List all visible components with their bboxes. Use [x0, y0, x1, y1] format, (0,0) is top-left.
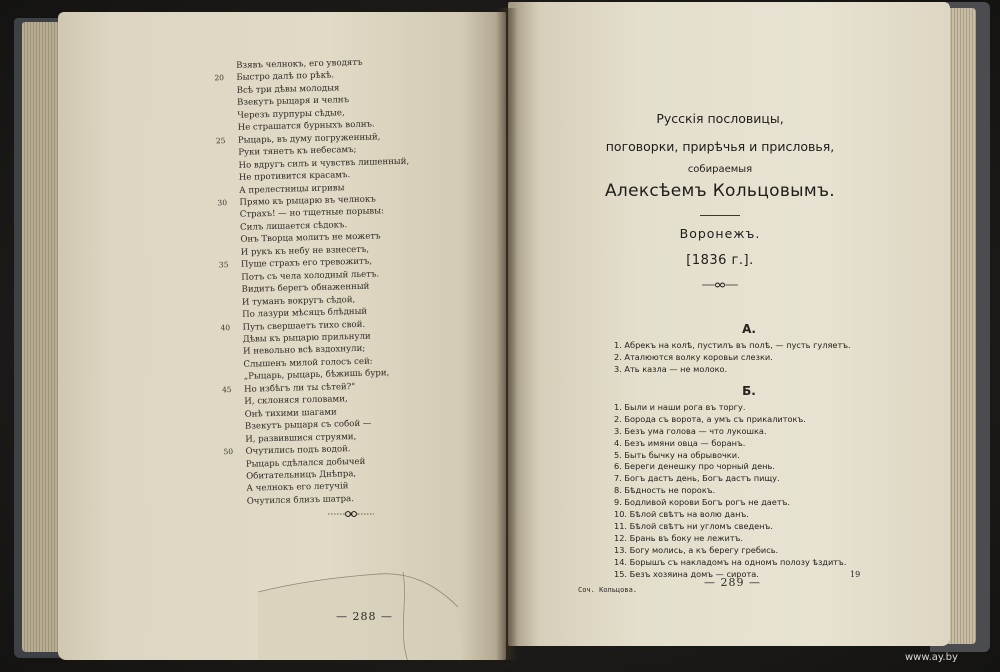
proverb-list: [614, 340, 914, 376]
line-number: 45: [221, 384, 232, 395]
proverb-item: 13. Богу молись, а къ берегу гребись.: [614, 544, 779, 555]
title-line-1: Русскія пословицы,: [656, 111, 784, 126]
line-number: [215, 85, 237, 98]
line-number: 50: [223, 447, 234, 457]
page-number-right: — 289 —: [704, 576, 761, 589]
proverb-item: 10. Бѣлой свѣтъ на волю данъ.: [614, 509, 749, 520]
line-number: [223, 433, 245, 446]
line-number: [224, 471, 246, 484]
proverb-item: 3. Безъ ума голова — что лукошка.: [614, 425, 767, 436]
proverb-item: 1. Были и наши рога въ торгу.: [614, 401, 746, 412]
line-number: [214, 60, 236, 73]
proverb-item: 1. Абрекъ на колѣ, пустилъ въ полѣ, — пусть гуляетъ.: [614, 339, 851, 350]
poem-line-text: Но вдругъ силъ и чувствъ лишенный,: [238, 156, 410, 171]
line-number: [222, 396, 244, 409]
ornament-icon: [326, 507, 376, 521]
poem-line-text: Рыцарь сдѣлался добычей: [245, 456, 366, 470]
line-number: [224, 458, 246, 471]
line-number: [216, 159, 238, 172]
poem-line-text: Путь свершаетъ тихо свой.: [242, 319, 366, 333]
line-number: [218, 234, 240, 247]
section-heading: А.: [742, 322, 756, 336]
poem-line-text: Руки тянетъ къ небесамъ;: [238, 145, 357, 158]
poem-line-text: А челнокъ его летучій: [246, 481, 349, 495]
line-number: 40: [220, 322, 231, 332]
poem-line-text: Не противится красамъ.: [238, 170, 351, 183]
poem-line-text: Слышенъ милой голосъ сей:: [243, 356, 373, 370]
proverb-item: 6. Береги денешку про чорный день.: [614, 461, 775, 472]
line-number: [221, 346, 243, 359]
poem-text: [214, 54, 501, 509]
line-number: [219, 271, 241, 284]
poem-line-text: И, развившися струями,: [245, 431, 357, 445]
line-number: [220, 309, 242, 322]
poem-line-text: Пуще страхъ его тревожитъ,: [240, 256, 373, 271]
poem-line-text: Видитъ берегъ обнаженный: [241, 281, 370, 295]
line-number: [220, 296, 242, 309]
poem-line-text: А прелестницы игривы: [239, 182, 345, 196]
ornament-icon: [700, 280, 740, 290]
proverb-item: 15. Безъ хозяина домъ — сирота.: [614, 568, 759, 579]
line-number: [216, 147, 238, 160]
line-number: [216, 122, 238, 135]
watermark: www.ay.by: [905, 652, 958, 663]
left-page: [58, 12, 506, 660]
poem-line-text: „Рыцарь, рыцарь, бѣжишь бури,: [243, 368, 390, 383]
line-number: [215, 110, 237, 123]
line-number: 35: [218, 260, 229, 270]
poem-line-text: Страхъ! — но тщетные порывы:: [239, 206, 385, 221]
poem-line-text: Всѣ три дѣвы молодыя: [236, 83, 340, 96]
line-number: [217, 184, 239, 197]
proverb-item: 3. Ать казла — не молоко.: [614, 363, 728, 374]
proverb-item: 5. Быть бычку на обрывочки.: [614, 449, 740, 460]
section-a: [614, 324, 914, 376]
line-number: 25: [215, 135, 226, 146]
poem-line-text: И рукъ къ небу не взнесетъ,: [240, 244, 370, 258]
poem-line-text: Не страшатся бурныхъ волнъ.: [237, 119, 375, 134]
proverb-item: 8. Бѣдность не порокъ.: [614, 485, 716, 496]
right-page: [508, 2, 950, 646]
title-rule: [700, 215, 740, 216]
title-line-3: собираемыя: [687, 164, 753, 175]
line-number: [223, 408, 245, 421]
page-number-left: — 288 —: [336, 610, 393, 623]
poem-line-text: Взекутъ рыцаря и челнъ: [236, 95, 350, 109]
poem-line-text: Дѣвы къ рыцарю прильнули: [242, 331, 371, 345]
proverb-item: 4. Безъ имяни овца — боранъ.: [614, 437, 746, 448]
section-b: [614, 386, 914, 581]
poem-line-text: Очутился близъ шатра.: [246, 493, 355, 507]
proverb-item: 14. Борышъ съ накладомъ на одномъ полозу ѣздитъ.: [614, 556, 847, 567]
proverb-item: 11. Бѣлой свѣтъ ни угломъ сведенъ.: [614, 520, 773, 531]
line-number: [223, 421, 245, 434]
line-number: [215, 97, 237, 110]
poem-line-text: Прямо къ рыцарю въ челнокъ: [239, 194, 376, 208]
title-line-2: поговорки, прирѣчья и присловья,: [605, 139, 835, 154]
book-gutter: [496, 8, 518, 660]
poem-line-text: И невольно всѣ вздохнули;: [243, 344, 366, 358]
poem-line-text: По лазури мѣсяцъ блѣдный: [242, 306, 368, 320]
line-number: [219, 284, 241, 297]
poem-line-text: Черезъ пурпуры сѣдые,: [237, 108, 345, 121]
page-tear: [258, 552, 468, 660]
footer-title: Соч. Кольцова.: [578, 586, 638, 594]
line-number: [225, 496, 247, 509]
line-number: [219, 247, 241, 260]
poem-line-text: И туманъ вокругъ сѣдой,: [241, 294, 356, 308]
line-number: 30: [217, 198, 228, 208]
poem-line-text: Силъ лишается сѣдокъ.: [239, 220, 348, 233]
year: [1836 г.].: [686, 253, 754, 268]
author-name: Алексѣемъ Кольцовымъ.: [605, 181, 835, 201]
poem-line-text: Быстро далѣ по рѣкѣ.: [236, 70, 335, 84]
poem-line-text: Рыцарь, въ думу погруженный,: [237, 132, 381, 146]
line-number: [221, 334, 243, 347]
line-number: [222, 371, 244, 384]
line-number: [217, 172, 239, 185]
title-block: [560, 110, 880, 294]
poem-line-text: Обитательницъ Днѣпра,: [246, 468, 357, 482]
proverb-list: [614, 402, 914, 581]
poem-line-text: Но избѣгъ ли ты сѣтей?": [243, 381, 356, 395]
poem-line-text: И, склоняся головами,: [244, 394, 348, 407]
line-number: [218, 209, 240, 222]
line-number: [218, 222, 240, 235]
place-name: Воронежъ.: [679, 226, 761, 241]
poem-line-text: Взявъ челнокъ, его уводятъ: [236, 57, 363, 71]
poem-line-text: Взекутъ рыцаря съ собой —: [244, 418, 372, 432]
page-edges-right: [946, 8, 976, 644]
poem-line-text: Потъ съ чела холодный льетъ.: [241, 269, 380, 283]
proverb-item: 2. Борода съ ворота, а умъ съ прикалитокъ.: [614, 413, 806, 424]
line-number: [224, 483, 246, 496]
section-heading: Б.: [742, 384, 756, 398]
signature-mark: 19: [850, 570, 861, 579]
line-number: [221, 359, 243, 372]
line-number: 20: [214, 73, 225, 83]
proverb-item: 12. Брань въ боку не лежитъ.: [614, 532, 744, 543]
poem-line-text: Онѣ тихими шагами: [244, 407, 337, 420]
proverb-item: 2. Аталюются волку коровьи слезки.: [614, 351, 773, 362]
proverb-item: 9. Бодливой корови Богъ рогъ не даетъ.: [614, 497, 790, 508]
proverb-item: 7. Богъ дастъ день, Богъ дастъ пищу.: [614, 473, 780, 484]
poem-line-text: Очутились подъ водой.: [245, 444, 351, 457]
poem-line-text: Онъ Творца молитъ не можетъ: [240, 231, 381, 246]
